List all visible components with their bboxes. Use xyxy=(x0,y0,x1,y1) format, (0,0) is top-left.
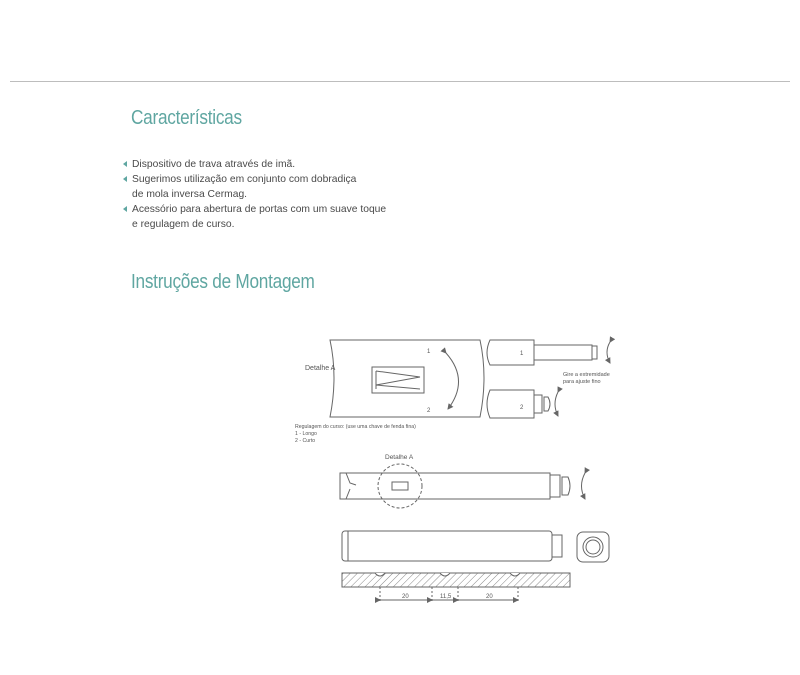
bullet-arrow-icon xyxy=(123,161,127,167)
dimension-label: 20 xyxy=(402,594,409,600)
dimension-label: 20 xyxy=(486,594,493,600)
mounting-profile xyxy=(342,573,570,603)
bullet-arrow-icon xyxy=(123,176,127,182)
latch-body-view xyxy=(342,531,609,562)
list-item xyxy=(123,172,403,202)
stroke-note-line1: Regulagem do curso: (use uma chave de fenda fina) xyxy=(295,424,416,430)
latch-short-position xyxy=(487,390,558,418)
list-item-text: e regulagem de curso. xyxy=(132,219,235,230)
features-list xyxy=(123,157,403,232)
list-item xyxy=(123,202,403,232)
latch-short-label: 2 xyxy=(520,405,524,411)
features-heading: Características xyxy=(131,107,242,129)
detail-label: Detalhe A xyxy=(305,365,336,372)
latch-side-view xyxy=(340,464,585,508)
stroke-note-line3: 2 - Curto xyxy=(295,438,316,444)
list-item-text: Sugerimos utilização em conjunto com dobradiça xyxy=(132,174,357,185)
rotate-note-line2: para ajuste fino xyxy=(563,379,601,385)
detail-a-title: Detalhe A xyxy=(385,454,414,461)
position-1-label: 1 xyxy=(427,349,431,355)
assembly-heading: Instruções de Montagem xyxy=(131,271,315,293)
top-divider xyxy=(10,81,790,82)
list-item-text: Acessório para abertura de portas com um suave toque xyxy=(132,204,387,215)
latch-long-label: 1 xyxy=(520,351,524,357)
rotate-note-line1: Gire a extremidade xyxy=(563,372,610,378)
list-item-text: Dispositivo de trava através de imã. xyxy=(132,159,296,170)
door-panel-detail xyxy=(330,340,484,417)
list-item xyxy=(123,157,403,172)
latch-long-position xyxy=(487,340,610,365)
dimension-label: 11,5 xyxy=(440,594,452,600)
list-item-text: de mola inversa Cermag. xyxy=(132,189,248,200)
bullet-arrow-icon xyxy=(123,206,127,212)
stroke-note-line2: 1 - Longo xyxy=(295,431,317,437)
assembly-diagram xyxy=(280,325,640,615)
position-2-label: 2 xyxy=(427,408,431,414)
